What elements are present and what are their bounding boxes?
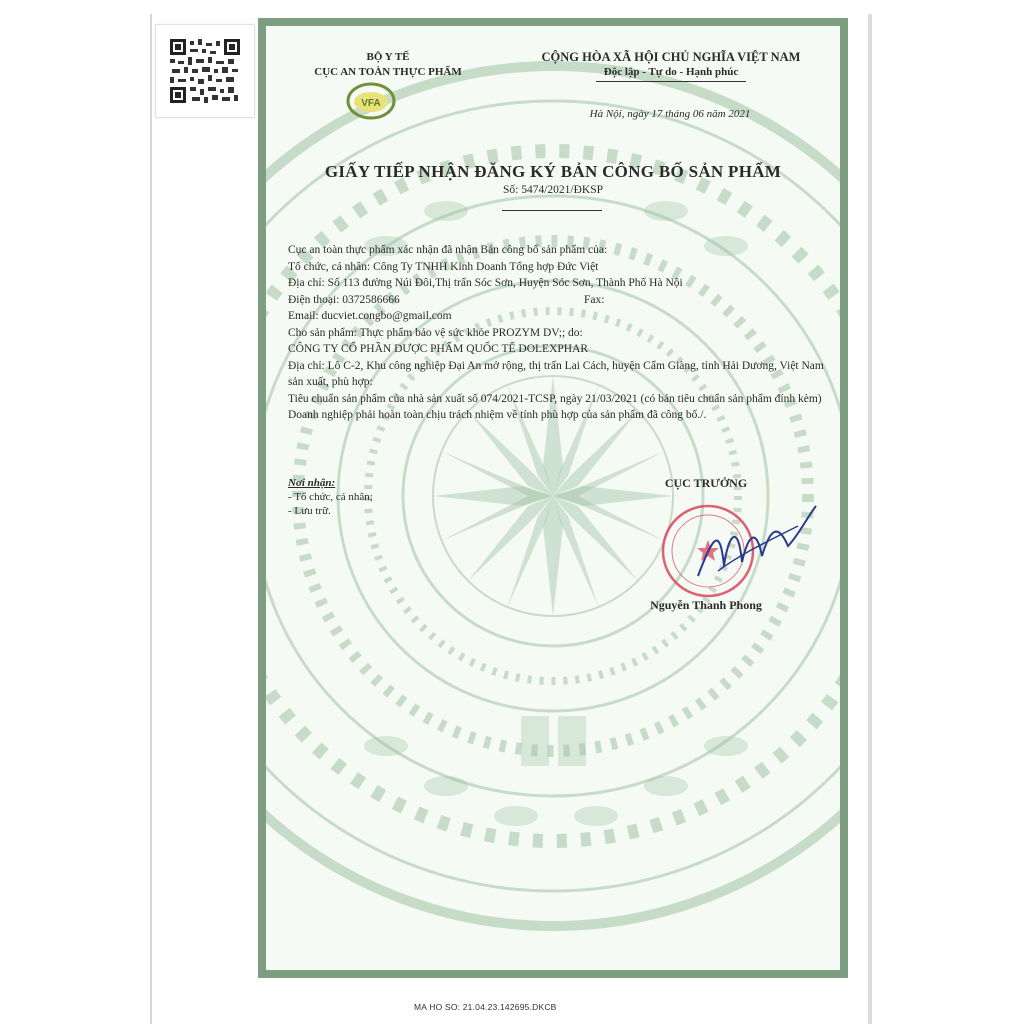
- certificate-document: [258, 18, 848, 978]
- page-edge-left: [150, 14, 152, 1024]
- recipients-label: Nơi nhận:: [288, 477, 336, 489]
- intro-line: Cục an toàn thực phẩm xác nhận đã nhận Bản công bố sản phẩm của:: [288, 244, 608, 256]
- qr-code-icon: [170, 39, 240, 103]
- document-number: Số: 5474/2021/ĐKSP: [502, 184, 603, 196]
- manufacturer-address-line: Địa chỉ: Lô C-2, Khu công nghiệp Đại An mở rộng, thị trấn Lai Cách, huyện Cẩm Giàng, tỉnh Hải Dương, Việt Nam sản xuất, phù hợp:: [288, 359, 824, 388]
- official-seal-icon: [658, 496, 818, 606]
- title-divider: [502, 210, 602, 211]
- phone-fax-line: [288, 292, 828, 309]
- organization-line: Tổ chức, cá nhân: Công Ty TNHH Kinh Doanh Tổng hợp Đức Việt: [288, 260, 599, 273]
- republic-name: CỘNG HÒA XÃ HỘI CHỦ NGHĨA VIỆT NAM: [541, 50, 801, 64]
- issue-date: Hà Nội, ngày 17 tháng 06 năm 2021: [589, 108, 751, 120]
- signer-title: CỤC TRƯỞNG: [664, 476, 748, 490]
- recipients-block: [288, 476, 488, 518]
- vfa-logo-icon: [346, 81, 396, 121]
- qr-code: [155, 24, 255, 118]
- responsibility-line: Doanh nghiệp phải hoàn toàn chịu trách nhiệm về tính phù hợp của sản phẩm đã công bố./.: [288, 409, 707, 421]
- address-line: Địa chỉ: Số 113 đường Núi Đôi,Thị trấn Sóc Sơn, Huyện Sóc Sơn, Thành Phố Hà Nội: [288, 277, 683, 289]
- dossier-code: MA HO SO: 21.04.23.142695.DKCB: [414, 1002, 557, 1012]
- ministry-name: BỘ Y TẾ: [366, 51, 410, 63]
- email-line: Email: ducviet.congbo@gmail.com: [288, 310, 452, 322]
- signer-name: Nguyễn Thanh Phong: [650, 598, 762, 612]
- page-edge-right: [868, 14, 872, 1024]
- svg-text:VFA: VFA: [361, 98, 381, 109]
- issuer-header: [288, 50, 488, 80]
- national-header: [496, 50, 846, 82]
- national-motto: Độc lập - Tự do - Hạnh phúc: [603, 66, 739, 78]
- recipient-item: - Tổ chức, cá nhân;: [288, 491, 373, 503]
- product-line: Cho sản phẩm: Thực phẩm bảo vệ sức khỏe PROZYM DV;; do:: [288, 326, 583, 339]
- manufacturer-line: CÔNG TY CỔ PHẦN DƯỢC PHẨM QUỐC TẾ DOLEXPHAR: [288, 343, 589, 355]
- motto-underline: [596, 81, 746, 82]
- document-title: GIẤY TIẾP NHẬN ĐĂNG KÝ BẢN CÔNG BỐ SẢN PHẨM: [324, 162, 782, 181]
- fax-text: Fax:: [584, 293, 605, 306]
- recipient-item: - Lưu trữ.: [288, 505, 331, 517]
- department-name: CỤC AN TOÀN THỰC PHẨM: [314, 66, 462, 78]
- document-body: [288, 242, 828, 424]
- standard-line: Tiêu chuẩn sản phẩm của nhà sản xuất số 074/2021-TCSP, ngày 21/03/2021 (có bản tiêu chuẩn sản phẩm đính kèm): [288, 392, 822, 405]
- phone-text: Điện thoại: 0372586666: [288, 293, 400, 306]
